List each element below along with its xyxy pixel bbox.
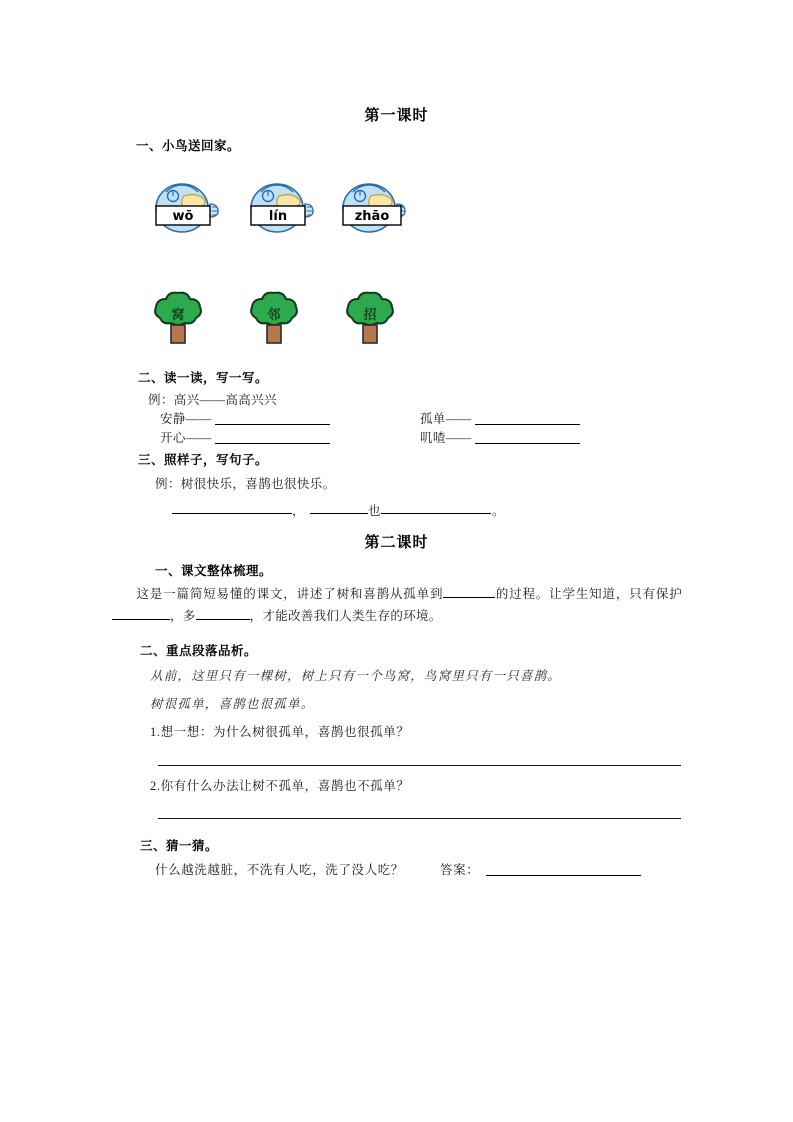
word-prompt-1: 安静—— bbox=[160, 412, 212, 426]
summary-text-2: 的过程。让学生知道，只有保护 bbox=[495, 587, 682, 601]
section-heading-l1-s3: 三、照样子，写句子。 bbox=[138, 452, 269, 467]
bird-pinyin-2: lín bbox=[268, 209, 288, 224]
tree-card-1[interactable] bbox=[150, 289, 206, 347]
bird-card-3[interactable] bbox=[335, 182, 419, 234]
word-answer-blank-3[interactable] bbox=[215, 443, 330, 444]
sentence-blank-3[interactable] bbox=[381, 513, 491, 514]
summary-blank-1[interactable] bbox=[443, 597, 495, 598]
word-prompt-3: 开心—— bbox=[160, 431, 212, 445]
sentence-comma: ， bbox=[292, 504, 305, 518]
word-answer-blank-4[interactable] bbox=[475, 443, 580, 444]
sentence-blank-1[interactable] bbox=[172, 513, 292, 514]
riddle-answer-blank[interactable] bbox=[486, 875, 641, 876]
summary-text-1: 这是一篇简短易懂的课文，讲述了树和喜鹊从孤单到 bbox=[136, 587, 444, 601]
summary-blank-3[interactable] bbox=[196, 619, 250, 620]
question-2-answer-blank[interactable] bbox=[158, 818, 681, 819]
tree-char-2: 邻 bbox=[267, 308, 281, 323]
question-1-answer-blank[interactable] bbox=[158, 765, 681, 766]
question-2: 2.你有什么办法让树不孤单，喜鹊也不孤单？ bbox=[150, 779, 410, 793]
tree-card-2[interactable] bbox=[246, 289, 302, 347]
section-heading-l2-s1: 一、课文整体梳理。 bbox=[155, 563, 273, 578]
bird-card-2[interactable] bbox=[243, 182, 327, 234]
tree-char-3: 招 bbox=[363, 308, 377, 323]
section-heading-l2-s3: 三、猜一猜。 bbox=[140, 838, 219, 853]
tree-card-3[interactable] bbox=[342, 289, 398, 347]
riddle-answer-label: 答案： bbox=[440, 863, 480, 877]
lesson-2-title: 第二课时 bbox=[364, 533, 429, 551]
example-sentence: 例：树很快乐，喜鹊也很快乐。 bbox=[155, 477, 336, 491]
sentence-period: 。 bbox=[492, 504, 505, 518]
passage-line-2: 树很孤单，喜鹊也很孤单。 bbox=[150, 697, 315, 711]
summary-text-3: ，多 bbox=[170, 609, 196, 623]
summary-blank-2[interactable] bbox=[112, 619, 170, 620]
tree-char-1: 窝 bbox=[171, 308, 185, 323]
passage-line-1: 从前，这里只有一棵树，树上只有一个鸟窝，鸟窝里只有一只喜鹊。 bbox=[150, 669, 562, 683]
summary-text-4: ，才能改善我们人类生存的环境。 bbox=[249, 609, 442, 623]
bird-card-1[interactable] bbox=[148, 182, 232, 234]
word-answer-blank-2[interactable] bbox=[475, 424, 580, 425]
sentence-connector: 也 bbox=[368, 504, 381, 518]
word-prompt-4: 叽喳—— bbox=[420, 431, 472, 445]
bird-pinyin-1: wō bbox=[172, 209, 194, 224]
summary-paragraph bbox=[112, 583, 682, 627]
section-heading-l2-s2: 二、重点段落品析。 bbox=[140, 643, 258, 658]
lesson-1-title: 第一课时 bbox=[364, 106, 429, 124]
question-1: 1.想一想：为什么树很孤单，喜鹊也很孤单？ bbox=[150, 725, 410, 739]
bird-pinyin-3: zhāo bbox=[354, 209, 390, 224]
sentence-blank-2[interactable] bbox=[310, 513, 368, 514]
section-heading-l1-s1: 一、小鸟送回家。 bbox=[136, 138, 241, 153]
word-prompt-2: 孤单—— bbox=[420, 412, 472, 426]
example-word-pair: 例：高兴——高高兴兴 bbox=[148, 393, 278, 407]
riddle-text: 什么越洗越脏，不洗有人吃，洗了没人吃？ bbox=[155, 863, 404, 877]
section-heading-l1-s2: 二、读一读，写一写。 bbox=[138, 370, 269, 385]
word-answer-blank-1[interactable] bbox=[215, 424, 330, 425]
